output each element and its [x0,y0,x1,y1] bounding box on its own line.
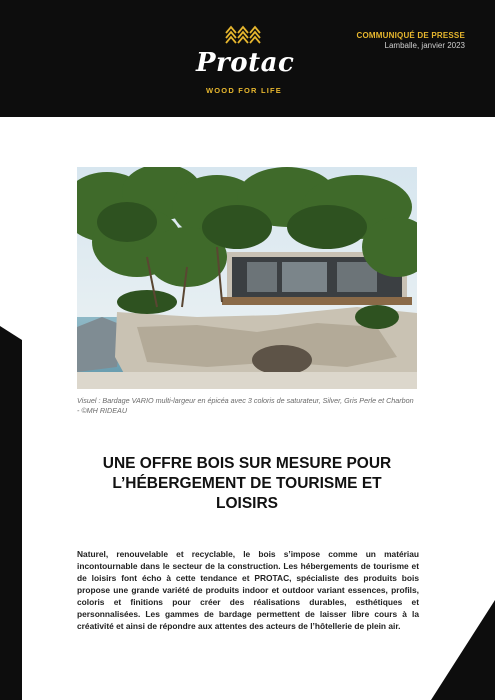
chevrons-logo-icon [224,24,264,46]
title-line-2: L’HÉBERGEMENT DE TOURISME ET [112,475,382,492]
bottom-right-decorative-corner [431,600,495,700]
article-body: Naturel, renouvelable et recyclable, le bois s’impose comme un matériau incontournable dans le secteur de la construction. Les hébergements de tourisme et de loisirs font écho à cette tendance et PROTAC, spécialiste des produits bois propose une grande variété de produits indoor et outdoor variant essences, profils, coloris et finitions pour créer des réalisations durables, esthétiques et personnalisées. Les gammes de bardage permettent de laisser libre cours à la créativité et ainsi de répondre aux attentes des acteurs de l’hôtellerie de plein air. [77,549,419,631]
page-header [0,0,495,117]
press-release-label: COMMUNIQUÉ DE PRESSE [356,31,465,40]
title-line-1: UNE OFFRE BOIS SUR MESURE POUR [102,455,392,472]
article-title [77,454,417,514]
left-decorative-band [0,326,22,700]
cabin-photo [77,167,417,389]
protac-logo [196,24,295,104]
logo-wordmark: Protac [196,48,295,78]
logo-tagline: WOOD FOR LIFE [205,86,282,95]
location-date: Lamballe, janvier 2023 [384,41,465,50]
title-line-3: LOISIRS [215,495,278,512]
photo-caption: Visuel : Bardage VARIO multi-largeur en épicéa avec 3 coloris de saturateur, Silver, Gris Perle et Charbon - ©MH RIDEAU [77,396,414,415]
